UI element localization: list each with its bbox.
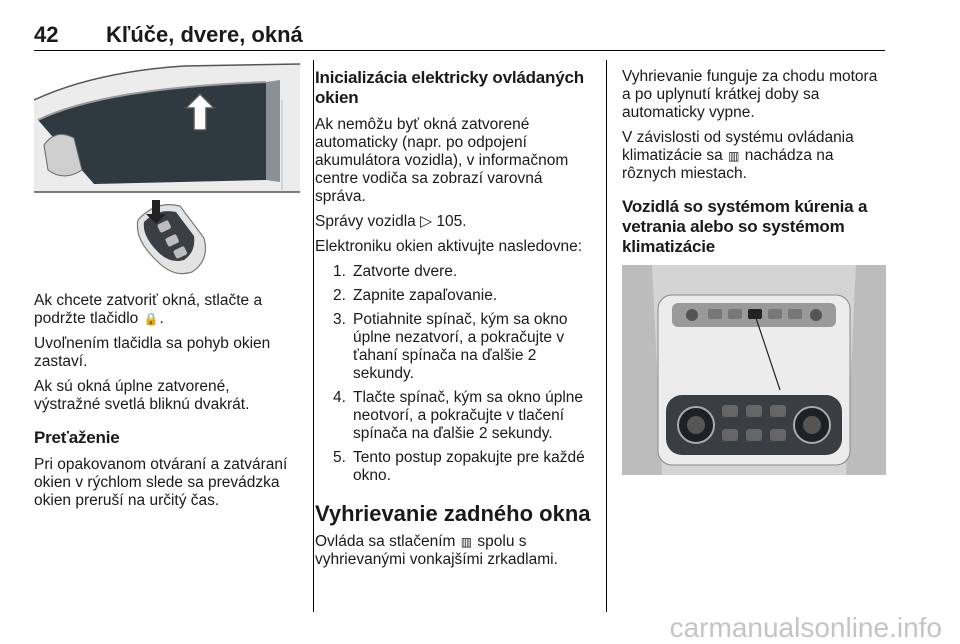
paragraph-3: Ak sú okná úplne zatvorené, výstražné svetlá bliknú dvakrát. bbox=[34, 378, 250, 413]
paragraph-4: Pri opakovanom otváraní a zatváraní okien v rýchlom slede sa prevádzka okien preruší na určitý čas. bbox=[34, 456, 288, 509]
paragraph-rear-heat-b: spolu s vyhrievanými vonkajšími zrkadlami. bbox=[315, 533, 558, 568]
cross-reference-page: 105. bbox=[436, 213, 467, 230]
section-heading-climate: Vozidlá so systémom kúrenia a vetrania alebo so systémom klimatizácie bbox=[622, 197, 868, 256]
section-heading-overload: Preťaženie bbox=[34, 428, 120, 447]
paragraph-location-b: nachádza na rôznych miestach. bbox=[622, 147, 834, 182]
paragraph-rear-heat-a: Ovláda sa stlačením bbox=[315, 533, 456, 550]
list-item: 3. Potiahnite spínač, kým sa okno úplne nezatvorí, a pokračujte v ťahaní spínača na ďalšie 2 sekundy. bbox=[333, 311, 568, 382]
list-item: 4. Tlačte spínač, kým sa okno úplne neotvorí, a pokračujte v tlačení spínača na ďalšie 2 sekundy. bbox=[333, 389, 584, 442]
list-item: 5. Tento postup zopakujte pre každé okno. bbox=[333, 449, 585, 484]
steps-list bbox=[315, 263, 595, 485]
lock-icon: 🔒 bbox=[143, 312, 159, 326]
section-heading-rear-window-heating: Vyhrievanie zadného okna bbox=[315, 501, 591, 526]
cross-reference-text: Správy vozidla bbox=[315, 213, 416, 230]
list-item: 1. Zatvorte dvere. bbox=[333, 263, 458, 280]
page-header bbox=[34, 20, 885, 51]
paragraph-1: Ak chcete zatvoriť okná, stlačte a podržte tlačidlo bbox=[34, 292, 263, 327]
column-3 bbox=[622, 60, 888, 475]
section-heading-initialization: Inicializácia elektricky ovládaných okien bbox=[315, 68, 584, 107]
rear-window-heat-icon: ▥ bbox=[728, 149, 740, 163]
paragraph-initialization: Ak nemôžu byť okná zatvorené automaticky (napr. po odpojení akumulátora vozidla), v informačnom centre vodiča sa zobrazí varovná správa. bbox=[315, 116, 569, 205]
list-item: 2. Zapnite zapaľovanie. bbox=[333, 287, 498, 304]
cross-reference bbox=[315, 213, 595, 231]
watermark: carmanualsonline.info bbox=[669, 612, 942, 643]
column-divider-2 bbox=[606, 60, 607, 612]
climate-control-panel-illustration bbox=[622, 265, 886, 475]
car-window-illustration bbox=[34, 64, 300, 192]
paragraph-location-a: V závislosti od systému ovládania klimatizácie sa bbox=[622, 129, 854, 164]
page-title: Kľúče, dvere, okná bbox=[106, 22, 303, 47]
paragraph-2: Uvoľnením tlačidla sa pohyb okien zastaví. bbox=[34, 335, 271, 370]
key-fob-illustration bbox=[137, 200, 205, 274]
paragraph-heating-operation: Vyhrievanie funguje za chodu motora a po uplynutí krátkej doby sa automaticky vypne. bbox=[622, 68, 878, 121]
column-2 bbox=[315, 60, 595, 576]
page-number: 42 bbox=[34, 22, 59, 47]
rear-window-heat-icon bbox=[748, 309, 762, 319]
rear-window-heat-icon: ▥ bbox=[460, 535, 473, 549]
column-divider-1 bbox=[313, 60, 314, 612]
window-and-key-illustration bbox=[34, 60, 300, 280]
paragraph-activation: Elektroniku okien aktivujte nasledovne: bbox=[315, 238, 583, 255]
page-reference-arrow-icon: ▷ bbox=[420, 213, 433, 230]
column-1: Ak chcete zatvoriť okná, stlačte a podržte tlačidlo 🔒. Uvoľnením tlačidla sa pohyb okien zastaví. Ak sú okná úplne zatvorené, výstražné svetlá bliknú dvakrát. Preťaženie Pri opakovanom otváraní a zatváraní okien v rýchlom slede sa prevádzka okien preruší na určitý čas. bbox=[34, 60, 300, 517]
